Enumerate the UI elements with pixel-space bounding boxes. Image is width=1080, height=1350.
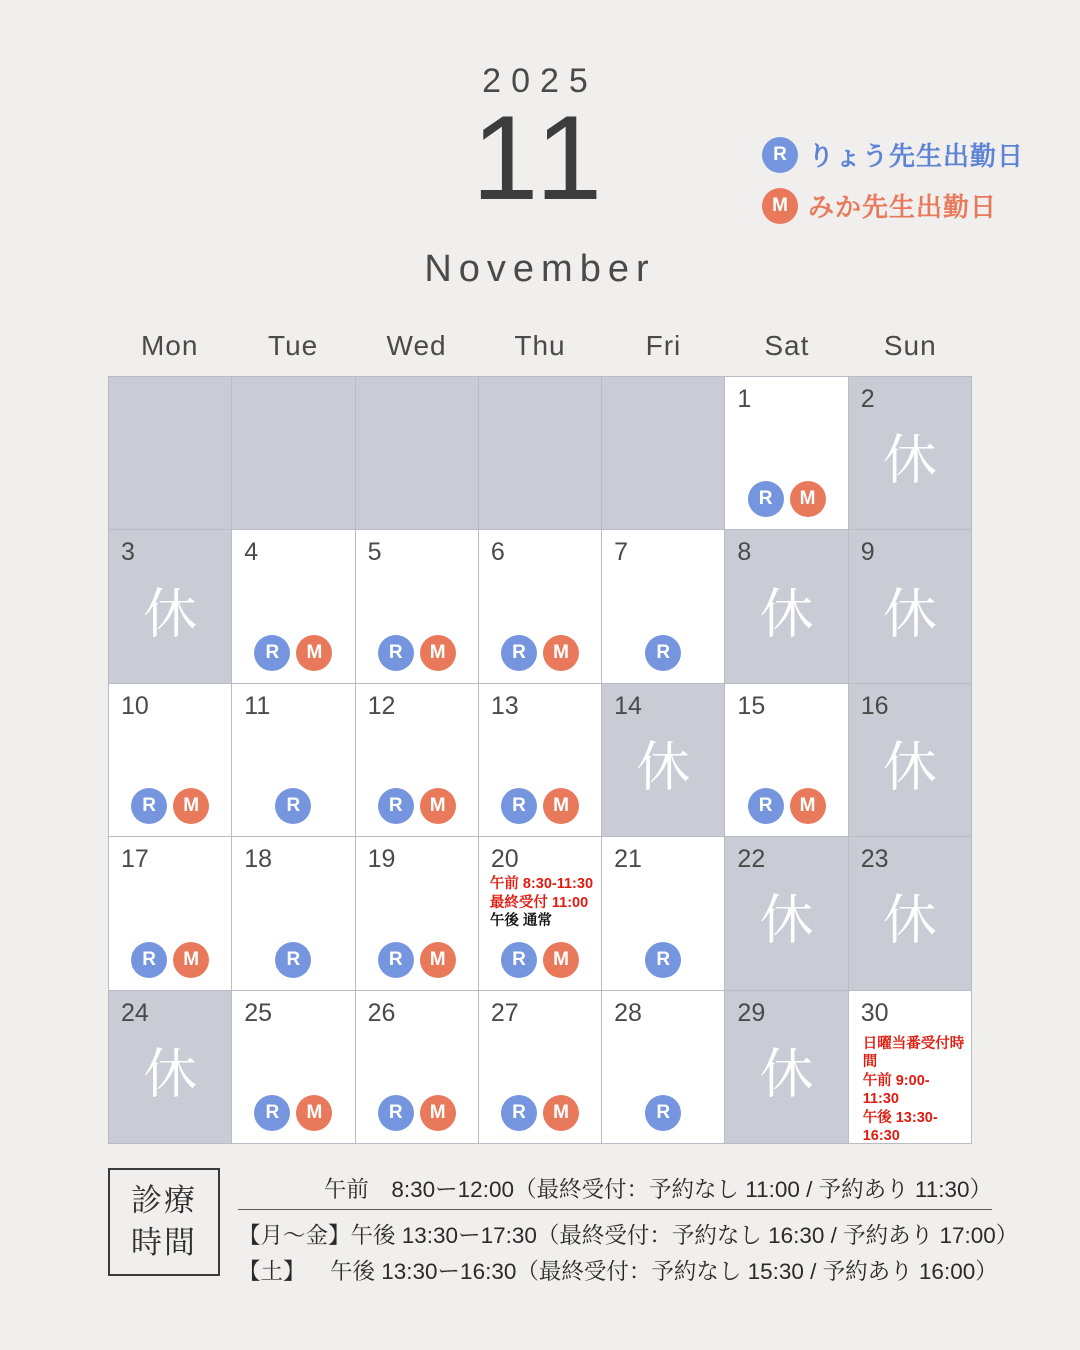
day-note-black-line: 午後 通常 bbox=[489, 913, 552, 930]
day-number: 9 bbox=[860, 538, 875, 567]
calendar-cell-day-13[interactable] bbox=[479, 684, 601, 836]
day-number: 2 bbox=[860, 385, 875, 413]
closed-mark: 休 bbox=[882, 430, 937, 491]
day-number: 4 bbox=[244, 538, 259, 567]
day-badges bbox=[356, 942, 478, 978]
calendar-cell-empty bbox=[232, 377, 354, 529]
calendar-cell-day-4[interactable] bbox=[232, 530, 354, 682]
day-number: 19 bbox=[367, 845, 396, 874]
day-number: 24 bbox=[121, 998, 149, 1027]
calendar-cell-day-7[interactable] bbox=[602, 530, 724, 682]
day-note-red-line: 午前 9:00-11:30 bbox=[862, 1072, 930, 1108]
closed-mark: 休 bbox=[636, 737, 691, 798]
day-badges bbox=[109, 942, 231, 978]
day-number: 20 bbox=[490, 845, 519, 874]
hours-line-weekday bbox=[238, 1216, 1018, 1252]
weekday-sat: Sat bbox=[764, 330, 810, 361]
day-badges bbox=[479, 635, 601, 671]
day-number: 11 bbox=[244, 691, 271, 720]
badge-m-icon: M bbox=[173, 788, 209, 824]
weekday-header bbox=[108, 330, 972, 362]
day-number: 21 bbox=[614, 845, 642, 874]
calendar-cell-day-9[interactable] bbox=[849, 530, 971, 682]
clinic-hours-label-line2: 時間 bbox=[131, 1225, 197, 1260]
calendar-header bbox=[0, 0, 1080, 300]
badge-m-icon: M bbox=[296, 635, 332, 671]
day-badges bbox=[725, 481, 847, 517]
hours-weekday-label: 【月〜金】 bbox=[238, 1223, 351, 1248]
weekday-thu: Thu bbox=[514, 330, 566, 361]
day-note-red-line: 最終受付 11:00 bbox=[489, 894, 589, 911]
badge-m-icon: M bbox=[420, 788, 456, 824]
badge-r-icon: R bbox=[254, 1095, 290, 1131]
calendar-cell-day-24[interactable] bbox=[109, 991, 231, 1143]
day-badges bbox=[602, 942, 724, 978]
hours-saturday-text: 午後 13:30ー16:30（最終受付：予約なし 15:30 / 予約あり 16:00） bbox=[330, 1259, 998, 1284]
day-note-red-line: 午前 8:30-11:30 bbox=[489, 876, 594, 893]
calendar-cell-day-11[interactable] bbox=[232, 684, 354, 836]
calendar-cell-day-1[interactable] bbox=[725, 377, 847, 529]
calendar-cell-day-12[interactable] bbox=[356, 684, 478, 836]
calendar-cell-day-28[interactable] bbox=[602, 991, 724, 1143]
day-number: 15 bbox=[737, 691, 766, 720]
legend-label-ryo: りょう先生出勤日 bbox=[807, 141, 1024, 171]
day-number: 3 bbox=[121, 538, 135, 567]
day-badges bbox=[725, 788, 847, 824]
hours-saturday-label: 【土】 bbox=[238, 1259, 306, 1284]
badge-r-icon: R bbox=[378, 1095, 414, 1131]
badge-r-icon: R bbox=[501, 1095, 537, 1131]
badge-r-icon: R bbox=[275, 942, 311, 978]
day-badges bbox=[479, 1095, 601, 1131]
year-label: 2025 bbox=[482, 62, 598, 100]
calendar-cell-day-5[interactable] bbox=[356, 530, 478, 682]
badge-r-icon: R bbox=[645, 942, 681, 978]
calendar-cell-day-22[interactable] bbox=[725, 837, 847, 989]
weekday-tue: Tue bbox=[268, 330, 319, 361]
badge-m-icon: M bbox=[543, 942, 579, 978]
badge-r-icon: R bbox=[131, 788, 167, 824]
day-number: 16 bbox=[860, 691, 889, 720]
clinic-hours-lines bbox=[238, 1168, 1018, 1288]
day-number: 6 bbox=[490, 538, 505, 567]
day-number: 29 bbox=[737, 998, 766, 1027]
badge-r-icon: R bbox=[645, 635, 681, 671]
badge-m-icon: M bbox=[420, 942, 456, 978]
calendar-cell-day-30[interactable] bbox=[849, 991, 971, 1143]
day-note-red-line: 日曜当番受付時間 bbox=[862, 1035, 965, 1071]
legend-item-ryo bbox=[762, 136, 1024, 173]
day-number: 12 bbox=[367, 691, 396, 720]
calendar-cell-day-14[interactable] bbox=[602, 684, 724, 836]
badge-r-icon: R bbox=[762, 137, 798, 173]
closed-mark: 休 bbox=[759, 1044, 814, 1105]
badge-r-icon: R bbox=[378, 635, 414, 671]
calendar-cell-day-29[interactable] bbox=[725, 991, 847, 1143]
closed-mark: 休 bbox=[143, 584, 198, 645]
day-number: 7 bbox=[614, 538, 629, 567]
day-badges bbox=[232, 1095, 354, 1131]
badge-r-icon: R bbox=[748, 481, 784, 517]
calendar-cell-day-15[interactable] bbox=[725, 684, 847, 836]
calendar-cell-day-17[interactable] bbox=[109, 837, 231, 989]
badge-r-icon: R bbox=[748, 788, 784, 824]
badge-m-icon: M bbox=[420, 635, 456, 671]
day-badges bbox=[479, 942, 601, 978]
day-number: 22 bbox=[737, 845, 766, 874]
hours-line-morning: 午前 8:30ー12:00（最終受付：予約なし 11:00 / 予約あり 11:30） bbox=[323, 1177, 992, 1202]
day-number: 27 bbox=[490, 998, 519, 1027]
day-badges bbox=[232, 635, 354, 671]
calendar-cell-day-27[interactable] bbox=[479, 991, 601, 1143]
calendar-cell-empty bbox=[479, 377, 601, 529]
day-badges bbox=[356, 1095, 478, 1131]
day-number: 1 bbox=[737, 385, 752, 413]
clinic-hours-label-line1: 診療 bbox=[131, 1183, 197, 1219]
calendar-cell-day-3[interactable] bbox=[109, 530, 231, 682]
day-number: 14 bbox=[614, 691, 642, 720]
calendar-cell-day-21[interactable] bbox=[602, 837, 724, 989]
day-badges bbox=[109, 788, 231, 824]
closed-mark: 休 bbox=[882, 737, 937, 798]
closed-mark: 休 bbox=[759, 890, 814, 951]
day-note bbox=[490, 875, 595, 931]
day-badges bbox=[356, 635, 478, 671]
calendar-grid bbox=[108, 376, 972, 1144]
badge-m-icon: M bbox=[543, 1095, 579, 1131]
clinic-hours bbox=[108, 1168, 1019, 1288]
badge-m-icon: M bbox=[173, 942, 209, 978]
day-number: 28 bbox=[614, 998, 642, 1027]
calendar-cell-day-10[interactable] bbox=[109, 684, 231, 836]
day-number: 30 bbox=[860, 998, 889, 1027]
badge-r-icon: R bbox=[501, 635, 537, 671]
badge-m-icon: M bbox=[762, 188, 798, 224]
calendar-cell-day-6[interactable] bbox=[479, 530, 601, 682]
closed-mark: 休 bbox=[143, 1044, 198, 1105]
badge-r-icon: R bbox=[501, 942, 537, 978]
legend bbox=[762, 136, 1024, 238]
month-number: 11 bbox=[471, 91, 609, 225]
day-note-red-line: 午後 13:30-16:30 bbox=[862, 1109, 938, 1143]
badge-r-icon: R bbox=[131, 942, 167, 978]
badge-r-icon: R bbox=[254, 635, 290, 671]
day-number: 25 bbox=[244, 998, 273, 1027]
legend-item-mika bbox=[762, 187, 1024, 224]
day-badges bbox=[232, 942, 354, 978]
calendar-cell-day-16[interactable] bbox=[849, 684, 971, 836]
calendar-cell-day-26[interactable] bbox=[356, 991, 478, 1143]
closed-mark: 休 bbox=[759, 584, 814, 645]
badge-m-icon: M bbox=[296, 1095, 332, 1131]
legend-label-mika: みか先生出勤日 bbox=[807, 192, 997, 222]
day-badges bbox=[479, 788, 601, 824]
day-number: 8 bbox=[737, 538, 752, 567]
day-number: 18 bbox=[244, 845, 273, 874]
calendar-cell-day-23[interactable] bbox=[849, 837, 971, 989]
calendar-cell-day-25[interactable] bbox=[232, 991, 354, 1143]
badge-r-icon: R bbox=[501, 788, 537, 824]
calendar-cell-day-19[interactable] bbox=[356, 837, 478, 989]
calendar-cell-day-8[interactable] bbox=[725, 530, 847, 682]
badge-m-icon: M bbox=[790, 788, 826, 824]
day-badges bbox=[602, 1095, 724, 1131]
weekday-mon: Mon bbox=[140, 330, 199, 361]
hours-line-saturday bbox=[238, 1252, 1018, 1288]
day-badges bbox=[232, 788, 354, 824]
calendar-cell-empty bbox=[109, 377, 231, 529]
calendar-cell-empty bbox=[356, 377, 478, 529]
day-number: 26 bbox=[367, 998, 396, 1027]
badge-r-icon: R bbox=[378, 942, 414, 978]
badge-m-icon: M bbox=[543, 635, 579, 671]
day-number: 13 bbox=[490, 691, 519, 720]
badge-m-icon: M bbox=[543, 788, 579, 824]
badge-m-icon: M bbox=[790, 481, 826, 517]
day-badges bbox=[602, 635, 724, 671]
day-number: 5 bbox=[367, 538, 382, 567]
badge-r-icon: R bbox=[378, 788, 414, 824]
badge-r-icon: R bbox=[275, 788, 311, 824]
calendar-cell-day-20[interactable] bbox=[479, 837, 601, 989]
weekday-sun: Sun bbox=[883, 330, 937, 361]
weekday-wed: Wed bbox=[386, 330, 447, 361]
month-name: November bbox=[424, 248, 656, 290]
badge-m-icon: M bbox=[420, 1095, 456, 1131]
closed-mark: 休 bbox=[882, 890, 937, 951]
hours-weekday-text: 午後 13:30ー17:30（最終受付：予約なし 16:30 / 予約あり 17:00） bbox=[350, 1223, 1019, 1248]
day-note bbox=[863, 1035, 965, 1143]
closed-mark: 休 bbox=[882, 584, 937, 645]
day-number: 17 bbox=[121, 845, 149, 874]
badge-r-icon: R bbox=[645, 1095, 681, 1131]
calendar-cell-day-18[interactable] bbox=[232, 837, 354, 989]
calendar-cell-empty bbox=[602, 377, 724, 529]
weekday-fri: Fri bbox=[645, 330, 682, 361]
clinic-hours-label bbox=[108, 1168, 220, 1276]
calendar-cell-day-2[interactable] bbox=[849, 377, 971, 529]
day-number: 10 bbox=[121, 691, 149, 720]
day-badges bbox=[356, 788, 478, 824]
day-number: 23 bbox=[860, 845, 889, 874]
hours-divider bbox=[238, 1209, 992, 1210]
